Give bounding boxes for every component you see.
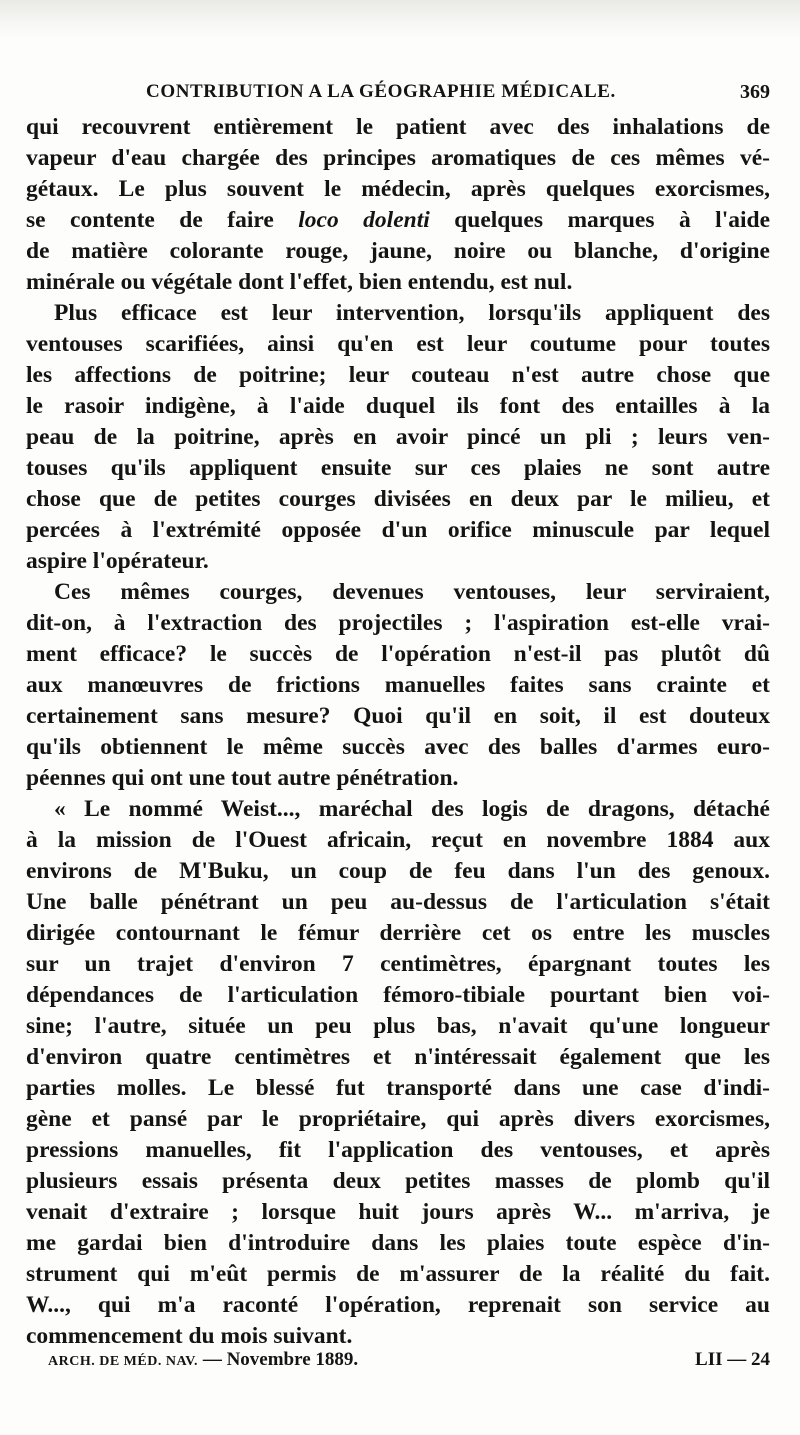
footer-citation (48, 1349, 358, 1371)
text-line: environs de M'Buku, un coup de feu dans l'un des genoux. (26, 858, 770, 884)
text-line: Une balle pénétrant un peu au-dessus de l'articulation s'était (26, 889, 770, 915)
text-line: sur un trajet d'environ 7 centimètres, épargnant toutes les (26, 951, 770, 977)
text-line: touses qu'ils appliquent ensuite sur ces plaies ne sont autre (26, 455, 770, 481)
text-line: dirigée contournant le fémur derrière cet os entre les muscles (26, 920, 770, 946)
text-line: aspire l'opérateur. (26, 548, 209, 574)
text-line: ment efficace? le succès de l'opération n'est-il pas plutôt dû (26, 641, 770, 667)
text-line: dépendances de l'articulation fémoro-tibiale pourtant bien voi- (26, 982, 770, 1008)
text-line: gène et pansé par le propriétaire, qui après divers exorcismes, (26, 1106, 770, 1132)
body-text (26, 112, 770, 1352)
page-footer (48, 1349, 770, 1375)
text-line: ventouses scarifiées, ainsi qu'en est leur coutume pour toutes (26, 331, 770, 357)
text-line: Ces mêmes courges, devenues ventouses, leur serviraient, (54, 579, 770, 605)
footer-signature: LII — 24 (695, 1349, 770, 1370)
text-line: péennes qui ont une tout autre pénétration. (26, 765, 459, 791)
text-line: certainement sans mesure? Quoi qu'il en soit, il est douteux (26, 703, 770, 729)
footer-date: — Novembre 1889. (202, 1349, 359, 1370)
text-line: percées à l'extrémité opposée d'un orifice minuscule par lequel (26, 517, 770, 543)
text-line: le rasoir indigène, à l'aide duquel ils font des entailles à la (26, 393, 770, 419)
text-line: commencement du mois suivant. (26, 1323, 353, 1349)
text-line: strument qui m'eût permis de m'assurer de la réalité du fait. (26, 1261, 770, 1287)
text-line: se contente de faire loco dolenti quelques marques à l'aide (26, 207, 770, 233)
text-line: pressions manuelles, fit l'application des ventouses, et après (26, 1137, 770, 1163)
text-line: vapeur d'eau chargée des principes aromatiques de ces mêmes vé- (26, 145, 770, 171)
text-line: sine; l'autre, située un peu plus bas, n'avait qu'une longueur (26, 1013, 770, 1039)
text-line: venait d'extraire ; lorsque huit jours après W... m'arriva, je (26, 1199, 770, 1225)
text-line: Plus efficace est leur intervention, lorsqu'ils appliquent des (54, 300, 770, 326)
text-line: minérale ou végétale dont l'effet, bien entendu, est nul. (26, 269, 573, 295)
footer-journal: ARCH. DE MÉD. NAV. (48, 1354, 199, 1369)
text-line: « Le nommé Weist..., maréchal des logis de dragons, détaché (54, 796, 770, 822)
text-line: à la mission de l'Ouest africain, reçut en novembre 1884 aux (26, 827, 770, 853)
latin-phrase: loco dolenti (298, 207, 430, 233)
text-line: W..., qui m'a raconté l'opération, reprenait son service au (26, 1292, 770, 1318)
text-line: plusieurs essais présenta deux petites masses de plomb qu'il (26, 1168, 770, 1194)
text-line: gétaux. Le plus souvent le médecin, après quelques exorcismes, (26, 176, 770, 202)
text-line: d'environ quatre centimètres et n'intéressait également que les (26, 1044, 770, 1070)
text-line: qu'ils obtiennent le même succès avec des balles d'armes euro- (26, 734, 770, 760)
text-line: parties molles. Le blessé fut transporté dans une case d'indi- (26, 1075, 770, 1101)
text-line: peau de la poitrine, après en avoir pincé un pli ; leurs ven- (26, 424, 770, 450)
page-number: 369 (740, 81, 770, 103)
text-line: les affections de poitrine; leur couteau n'est autre chose que (26, 362, 770, 388)
text-line: qui recouvrent entièrement le patient avec des inhalations de (26, 114, 770, 140)
running-head (26, 81, 770, 107)
text-line: aux manœuvres de frictions manuelles faites sans crainte et (26, 672, 770, 698)
text-line: chose que de petites courges divisées en deux par le milieu, et (26, 486, 770, 512)
text-line: me gardai bien d'introduire dans les plaies toute espèce d'in- (26, 1230, 770, 1256)
text-line: dit-on, à l'extraction des projectiles ; l'aspiration est-elle vrai- (26, 610, 770, 636)
page-top-edge (0, 0, 800, 40)
text-line: de matière colorante rouge, jaune, noire ou blanche, d'origine (26, 238, 770, 264)
running-title: CONTRIBUTION A LA GÉOGRAPHIE MÉDICALE. (146, 81, 616, 102)
